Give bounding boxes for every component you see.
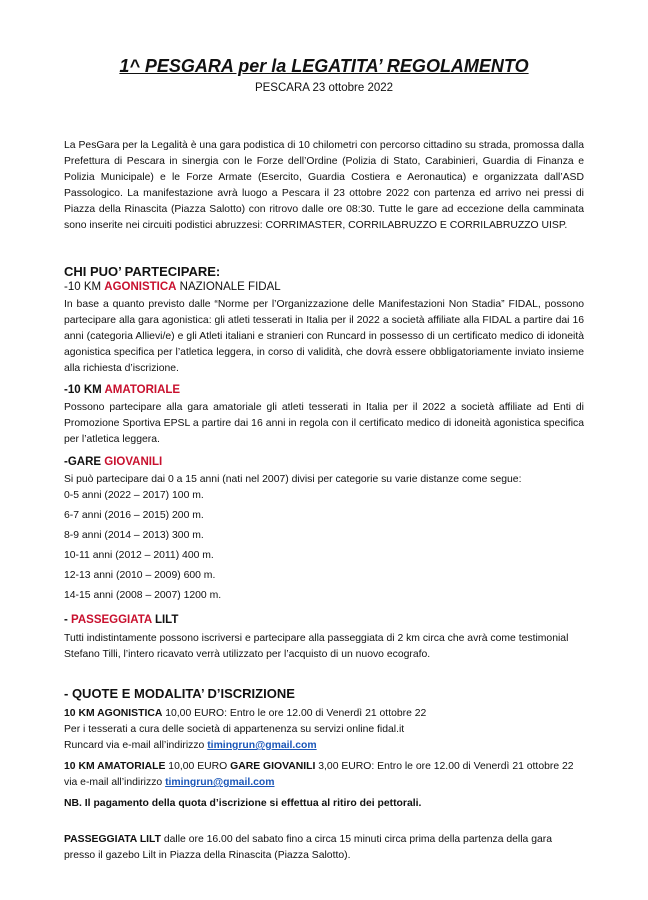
agonistica-heading: -10 KM AGONISTICA NAZIONALE FIDAL: [64, 281, 281, 293]
section-heading-quote: - QUOTE E MODALITA’ D’ISCRIZIONE: [64, 686, 295, 701]
passeggiata-paragraph: Tutti indistintamente possono iscriversi e partecipare alla passeggiata di 2 km circa che avrà come testimonial Stefano Tilli, l’intero ricavato verrà utilizzato per l’acquisto di un nuovo ecografo.: [64, 633, 569, 660]
category-item: 12-13 anni (2010 – 2009) 600 m.: [64, 570, 216, 581]
page-subtitle: PESCARA 23 ottobre 2022: [254, 82, 394, 94]
agonistica-paragraph: In base a quanto previsto dalle “Norme per l’Organizzazione delle Manifestazioni Non Stadia” FIDAL, possono partecipare alla gara agonistica: gli atleti tesserati in Italia per il 2022 a società affiliate alla FIDAL a partire dai 16 anni (categoria Allievi/e) e gli Atleti italiani e stranieri con Runcard in possesso di un certificato medico di idoneità agonistica specifica per l’atletica leggera, in corso di validità, che dovrà essere obbligatoriamente inviato insieme alla richiesta d’iscrizione.: [64, 299, 584, 374]
intro-paragraph: La PesGara per la Legalità è una gara podistica di 10 chilometri con percorso cittadino su strada, promossa dalla Prefettura di Pescara in sinergia con le Forze dell’Ordine (Polizia di Stato, Carabinieri, Guardia di Finanza e Polizia Municipale) e le Forze Armate (Esercito, Guardia Costiera e Aeronautica) e organizzata dall’ASD Passologico. La manifestazione avrà luogo a Pescara il 23 ottobre 2022 con partenza ed arrivo nei pressi di Piazza della Rinascita (Piazza Salotto) con ritrovo dalle ore 08:30. Tutte le gare ad eccezione della camminata sono inserite nei circuiti podistici abruzzesi: CORRIMASTER, CORRILABRUZZO E CORRILABRUZZO UISP.: [64, 140, 584, 231]
passeggiata-highlight: PASSEGGIATA: [71, 614, 152, 626]
giovanili-heading: -GARE GIOVANILI: [64, 456, 163, 468]
quote-passeggiata: PASSEGGIATA LILT dalle ore 16.00 del sabato fino a circa 15 minuti circa prima della partenza della gara presso il gazebo Lilt in Piazza della Rinascita (Piazza Salotto).: [64, 834, 553, 861]
amatoriale-highlight: AMATORIALE: [104, 384, 181, 396]
quote-amatoriale: 10 KM AMATORIALE 10,00 EURO GARE GIOVANILI 3,00 EURO: Entro le ore 12.00 di Venerdì 21 ottobre 22: [64, 761, 574, 772]
page-title: 1^ PESGARA per la LEGATITA’ REGOLAMENTO: [119, 56, 529, 76]
amatoriale-paragraph: Possono partecipare alla gara amatoriale gli atleti tesserati in Italia per il 2022 a società affiliate ad Enti di Promozione Sportiva EPSL a partire dai 16 anni in regola con il certificato medico di idoneità agonistica specifica per l’atletica leggera.: [64, 402, 584, 445]
giovanili-intro: Si può partecipare dai 0 a 15 anni (nati nel 2007) divisi per categorie su varie distanze come segue:: [64, 474, 522, 485]
category-item: 8-9 anni (2014 – 2013) 300 m.: [64, 530, 204, 541]
quote-agonistica: 10 KM AGONISTICA 10,00 EURO: Entro le ore 12.00 di Venerdì 21 ottobre 22: [64, 708, 427, 719]
giovanili-highlight: GIOVANILI: [104, 456, 163, 468]
agonistica-highlight: AGONISTICA: [104, 281, 177, 293]
email-link[interactable]: timingrun@gmail.com: [165, 777, 275, 788]
quote-agonistica-line2: Per i tesserati a cura delle società di appartenenza su servizi online fidal.it: [64, 724, 405, 735]
passeggiata-heading: - PASSEGGIATA LILT: [64, 614, 179, 626]
category-item: 6-7 anni (2016 – 2015) 200 m.: [64, 510, 204, 521]
category-item: 14-15 anni (2008 – 2007) 1200 m.: [64, 590, 222, 601]
amatoriale-heading: -10 KM AMATORIALE: [64, 384, 181, 396]
category-item: 0-5 anni (2022 – 2017) 100 m.: [64, 490, 204, 501]
email-link[interactable]: timingrun@gmail.com: [207, 740, 317, 751]
category-item: 10-11 anni (2012 – 2011) 400 m.: [64, 550, 214, 561]
nb-note: NB. Il pagamento della quota d’iscrizione si effettua al ritiro dei pettorali.: [64, 798, 422, 809]
quote-agonistica-line3: Runcard via e-mail all’indirizzo timingrun@gmail.com: [64, 740, 317, 751]
quote-amatoriale-line2: via e-mail all’indirizzo timingrun@gmail.com: [64, 777, 275, 788]
section-heading-who: CHI PUO’ PARTECIPARE:: [64, 264, 221, 279]
